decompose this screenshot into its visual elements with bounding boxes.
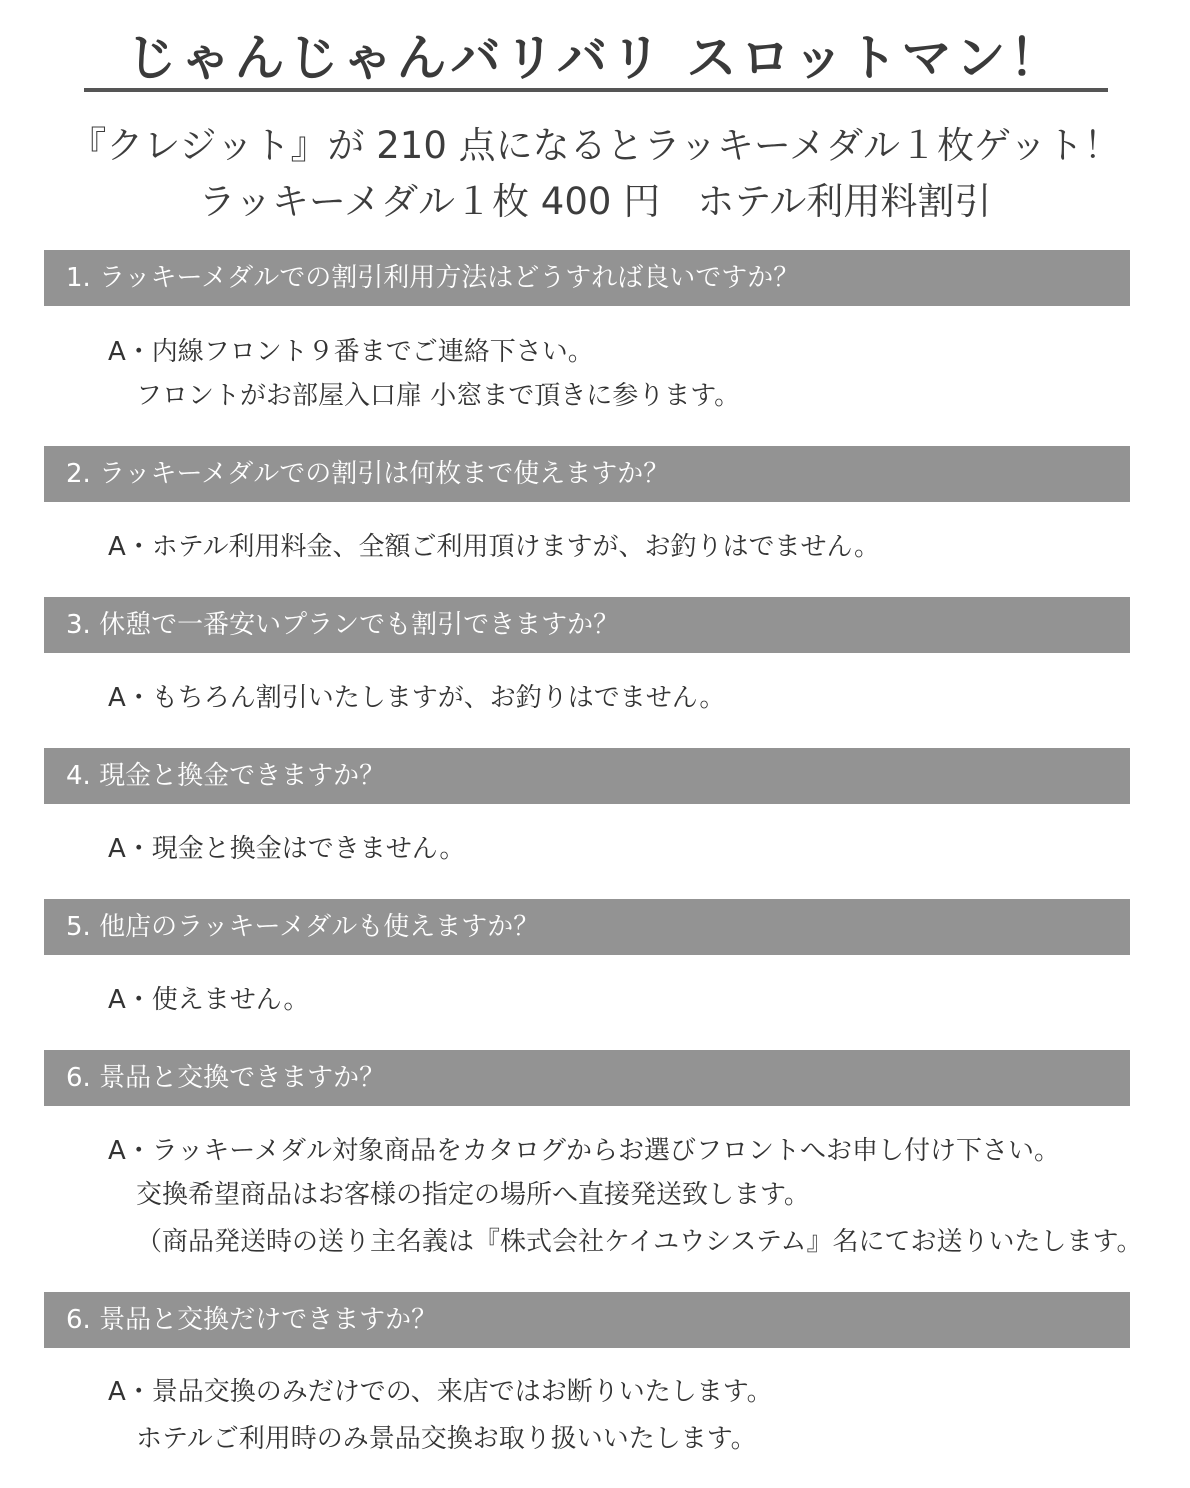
faq-answer-7-line-1: A・景品交換のみだけでの、来店ではお断りいたします。 xyxy=(108,1377,773,1407)
subtitle-line-2: ラッキーメダル１枚 400 円 ホテル利用料割引 xyxy=(198,180,992,223)
faq-answer-5-line-1: A・使えません。 xyxy=(108,985,310,1015)
faq-question-1: 1. ラッキーメダルでの割引利用方法はどうすれば良いですか？ xyxy=(44,250,1130,306)
faq-question-2: 2. ラッキーメダルでの割引は何枚まで使えますか？ xyxy=(44,446,1130,502)
faq-answer-6-line-3: （商品発送時の送り主名義は『株式会社ケイユウシステム』名にてお送りいたします。 xyxy=(136,1227,1143,1257)
title-underline xyxy=(84,88,1108,92)
subtitle-line-1: 『クレジット』が 210 点になるとラッキーメダル１枚ゲット！ xyxy=(69,124,1121,167)
faq-answer-1-line-1: A・内線フロント９番までご連絡下さい。 xyxy=(108,337,594,367)
faq-answer-1-line-2: フロントがお部屋入口扉 小窓まで頂きに参ります。 xyxy=(136,381,741,411)
page-title: じゃんじゃんバリバリ スロットマン！ xyxy=(126,29,1064,87)
faq-answer-4-line-1: A・現金と換金はできません。 xyxy=(108,834,466,864)
faq-question-5: 5. 他店のラッキーメダルも使えますか？ xyxy=(44,899,1130,955)
faq-answer-2-line-1: A・ホテル利用料金、全額ご利用頂けますが、お釣りはでません。 xyxy=(108,532,881,562)
faq-answer-3-line-1: A・もちろん割引いたしますが、お釣りはでません。 xyxy=(108,683,726,713)
faq-question-7: 6. 景品と交換だけできますか？ xyxy=(44,1292,1130,1348)
faq-question-6: 6. 景品と交換できますか？ xyxy=(44,1050,1130,1106)
faq-question-4: 4. 現金と換金できますか？ xyxy=(44,748,1130,804)
faq-answer-6-line-1: A・ラッキーメダル対象商品をカタログからお選びフロントへお申し付け下さい。 xyxy=(108,1136,1060,1166)
faq-answer-6-line-2: 交換希望商品はお客様の指定の場所へ直接発送致します。 xyxy=(136,1180,810,1210)
faq-answer-7-line-2: ホテルご利用時のみ景品交換お取り扱いいたします。 xyxy=(136,1424,757,1454)
faq-question-3: 3. 休憩で一番安いプランでも割引できますか？ xyxy=(44,597,1130,653)
